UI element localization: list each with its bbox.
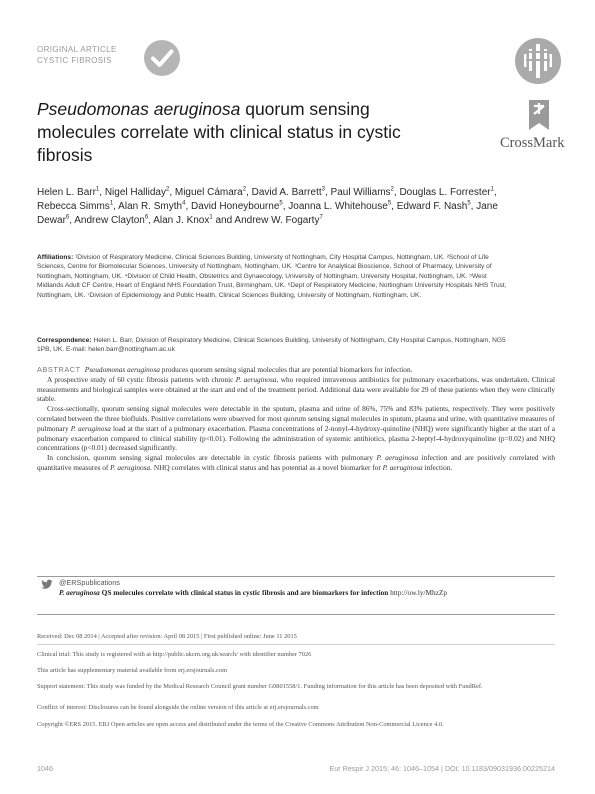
author-name: Alan J. Knox [153, 215, 210, 226]
author-name: David A. Barrett [251, 187, 322, 198]
author-affiliation-sup: 6 [144, 214, 149, 221]
abstract-p1-content [85, 365, 413, 374]
abstract [37, 365, 555, 473]
author-affiliation-sup: 1 [490, 186, 494, 193]
abstract-text-run: A prospective study of 60 cystic fibrosis patients with chronic [47, 374, 236, 384]
author-name: Miguel Cámara [174, 187, 243, 198]
author-affiliation-sup: 6 [65, 214, 70, 221]
title-rest: quorum sensing molecules correlate with clinical status in cystic fibrosis [37, 99, 401, 165]
abstract-label: ABSTRACT [37, 365, 81, 374]
abstract-text-run: P. aeruginosa [382, 462, 423, 472]
author-name: Alan R. Smyth [118, 201, 183, 212]
supplementary-note: This article has supplementary material available from erj.ersjournals.com [37, 667, 228, 674]
abstract-text-run: P. aeruginosa [70, 423, 111, 433]
article-title [37, 98, 437, 167]
affiliations-text: ¹Division of Respiratory Medicine, Clinical Sciences Building, University of Nottingham, City Hospital Campus, Nottingham, UK. ²School of Life Sciences, Centre for Biomolecular Sciences, University of Nottingham, Nottingham, UK. ³Centre for Analytical Bioscience, School of Pharmacy, University of Nottingham, Nottingham, UK. ⁴Division of Child Health, Obstetrics and Gynaecology, University of Nottingham, University Hospital, Nottingham, UK. ⁵West Midlands Adult CF Centre, Heart of England NHS Foundation Trust, Birmingham, UK. ⁶Dept of Respiratory Medicine, Nottingham University Hospitals NHS Trust, Nottingham, UK. ⁷Division of Epidemiology and Public Health, Clinical Sciences Building, University of Nottingham, Nottingham, UK. [37, 254, 507, 299]
twitter-handle[interactable]: @ERSpublications [59, 578, 120, 587]
conflict-of-interest: Conflict of interest: Disclosures can be found alongside the online version of this article at erj.ersjournals.com [37, 704, 319, 711]
journal-reference: Eur Respir J 2015; 46: 1046–1054 | DOI: 10.1183/09031936.00225214 [329, 764, 555, 773]
abstract-paragraph-3 [37, 404, 555, 453]
tweet-link[interactable]: http://ow.ly/MhzZp [390, 588, 448, 597]
correspondence-text: Helen L. Barr, Division of Respiratory Medicine, Clinical Sciences Building, University of Nottingham, City Hospital Campus, Nottingham, NG5 1PB, UK. E-mail: helen.barr@nottingham.ac.uk [37, 337, 506, 354]
twitter-bird-icon [41, 579, 53, 590]
affiliations [37, 253, 507, 300]
author-name: Edward F. Nash [396, 201, 468, 212]
author-name: Helen L. Barr [37, 187, 96, 198]
author-name: Nigel Halliday [104, 187, 166, 198]
author-affiliation-sup: 2 [165, 186, 170, 193]
tweet-italic: P. aeruginosa [59, 588, 100, 597]
affiliations-label: Affiliations: [37, 254, 74, 261]
abstract-text-run: Cross-sectionally, quorum sensing signal molecules were detectable in the sputum, plasma and urine of 86%, 75% and 83% patients, respectively. They were positively correlated between the three biofluids. Positive correlations were observed for most quorum sensing signal molecules in sputum, plasma and urine, with quantitative measures of pulmonary [37, 404, 555, 433]
abstract-text-run: Pseudomonas aeruginosa [84, 365, 160, 374]
author-affiliation-sup: 7 [319, 214, 323, 221]
abstract-text-run: P. aeruginosa [110, 462, 151, 472]
author-name: Andrew W. Fogarty [234, 215, 320, 226]
author-affiliation-sup: 1 [209, 214, 213, 221]
crossmark-icon[interactable] [527, 98, 551, 132]
author-affiliation-sup: 5 [467, 200, 471, 207]
author-name: Andrew Clayton [74, 215, 145, 226]
article-type: ORIGINAL ARTICLE [37, 45, 117, 54]
tweet-body: QS molecules correlate with clinical status in cystic fibrosis and are biomarkers for infection [99, 588, 391, 597]
correspondence-label: Correspondence: [37, 337, 92, 344]
abstract-paragraph-4 [37, 453, 555, 473]
abstract-text-run: P. aeruginosa [376, 453, 419, 463]
crossmark-label[interactable]: CrossMark [500, 135, 565, 151]
support-statement: Support statement: This study was funded by the Medical Research Council grant number G0801558/1. Funding information for this article has been deposited with FundRef. [37, 683, 483, 690]
divider [37, 644, 555, 645]
author-affiliation-sup: 1 [95, 186, 100, 193]
abstract-text-run: , who required intravenous antibiotics for pulmonary exacerbations, was undertaken. Clinical measurements and biological samples were obtained at the start and end of the treatment period. Additional data were available for 29 of these patients when they were clinically stable. [37, 374, 555, 404]
received-dates: Received: Dec 08 2014 | Accepted after revision: April 08 2015 | First published online: June 11 2015 [37, 633, 297, 640]
article-section: CYSTIC FIBROSIS [37, 56, 112, 65]
author-affiliation-sup: 3 [321, 186, 325, 193]
abstract-paragraph-2 [37, 375, 555, 404]
correspondence [37, 336, 507, 355]
abstract-paragraph-1 [37, 365, 555, 375]
author-affiliation-sup: 2 [390, 186, 394, 193]
article-type-label [37, 44, 117, 66]
abstract-text-run: infection. [422, 462, 453, 472]
title-italic: Pseudomonas aeruginosa [37, 99, 241, 119]
checkmark-badge-icon [143, 39, 181, 77]
erj-logo-icon [514, 37, 562, 85]
author-name: Douglas L. Forrester [399, 187, 491, 198]
abstract-text-run: In conclusion, quorum sensing signal molecules are detectable in cystic fibrosis patients with pulmonary [47, 453, 377, 463]
author-affiliation-sup: 5 [387, 200, 392, 207]
page-number: 1046 [37, 764, 53, 773]
copyright-notice: Copyright ©ERS 2015. ERJ Open articles are open access and distributed under the terms of the Creative Commons Attribution Non-Commercial Licence 4.0. [37, 721, 444, 728]
abstract-text-run: infection and are positively correlated with quantitative measures of [37, 453, 555, 472]
author-affiliation-sup: 4 [182, 200, 186, 207]
author-affiliation-sup: 5 [279, 200, 283, 207]
author-list: Helen L. Barr$^1$, Nigel Halliday$^2$, Miguel Cámara$^2$, David A. Barrett$^3$, Paul Williams$^2$, Douglas L. Forrester$^1$, Rebecca Simms$^1$, Alan R. Smyth$^4$, David Honeybourne$^5$, Joanna L. Whitehouse$^5$, Edward F. Nash$^5$, Jane Dewar$^6$, Andrew Clayton$^6$, Alan J. Knox$^1$ and Andrew W. Fogarty$^7$ [37, 186, 498, 226]
author-name: Paul Williams [330, 187, 391, 198]
author-name: Rebecca Simms [37, 201, 110, 212]
abstract-text-run: P. aeruginosa [235, 374, 277, 384]
abstract-text-run: produces quorum sensing signal molecules that are potential biomarkers for infection. [159, 365, 413, 374]
abstract-text-run: load at the start of a pulmonary exacerbation. Plasma concentrations of 2-nonyl-4-hydroxy-quinoline (NHQ) were significantly higher at the start of a pulmonary exacerbation compared to clinical stability (p<0.01). Following the administration of systemic antibiotics, plasma 2-heptyl-4-hydroxyquinoline (p=0.02) and NHQ concentrations (p<0.01) decreased significantly. [37, 423, 555, 453]
clinical-trial-note: Clinical trial: This study is registered with at http://public.ukcrn.org.uk/search/ with identifier number 7026 [37, 651, 312, 658]
author-affiliation-sup: 1 [109, 200, 114, 207]
author-name: David Honeybourne [191, 201, 280, 212]
author-name: Joanna L. Whitehouse [288, 201, 388, 212]
author-name: Jane Dewar [37, 201, 498, 226]
tweet-text [59, 588, 549, 598]
author-affiliation-sup: 2 [242, 186, 247, 193]
abstract-text-run: . NHQ correlates with clinical status and has potential as a novel biomarker for [150, 462, 383, 472]
